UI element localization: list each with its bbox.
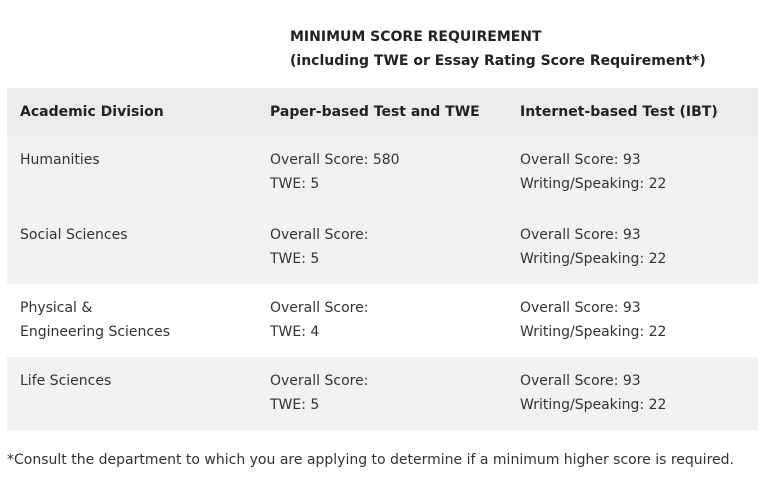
paper-twe-score: TWE: 5 [270,176,320,192]
header-academic-division: Academic Division [20,104,164,120]
division-name: Humanities [20,152,100,168]
division-name-line-1: Physical & [20,300,93,316]
division-name: Life Sciences [20,373,112,389]
table-row [7,284,758,357]
table-header-row [7,88,758,136]
ibt-overall-score: Overall Score: 93 [520,300,641,316]
header-internet-based-test: Internet-based Test (IBT) [520,104,718,120]
page-title [290,25,706,73]
paper-score-cell [270,136,520,211]
header-paper-based-test: Paper-based Test and TWE [270,104,480,120]
ibt-score-cell [520,357,758,430]
ibt-score-cell [520,284,758,357]
paper-overall-score: Overall Score: [270,373,369,389]
title-line-2: (including TWE or Essay Rating Score Requirement*) [290,53,706,69]
paper-overall-score: Overall Score: 580 [270,152,400,168]
table-row [7,136,758,211]
ibt-overall-score: Overall Score: 93 [520,227,641,243]
paper-overall-score: Overall Score: [270,227,369,243]
division-cell [7,357,270,430]
paper-score-cell [270,284,520,357]
ibt-writing-speaking-score: Writing/Speaking: 22 [520,324,667,340]
paper-score-cell [270,357,520,430]
division-cell [7,136,270,211]
paper-score-cell [270,211,520,284]
score-requirements-table [7,88,758,430]
division-cell [7,284,270,357]
division-name: Social Sciences [20,227,128,243]
title-line-1: MINIMUM SCORE REQUIREMENT [290,29,542,45]
paper-twe-score: TWE: 4 [270,324,320,340]
table-row [7,211,758,284]
ibt-overall-score: Overall Score: 93 [520,373,641,389]
ibt-score-cell [520,136,758,211]
ibt-writing-speaking-score: Writing/Speaking: 22 [520,251,667,267]
paper-twe-score: TWE: 5 [270,251,320,267]
paper-twe-score: TWE: 5 [270,397,320,413]
ibt-score-cell [520,211,758,284]
ibt-overall-score: Overall Score: 93 [520,152,641,168]
table-row [7,357,758,430]
division-name-line-2: Engineering Sciences [20,324,171,340]
division-cell [7,211,270,284]
footnote: *Consult the department to which you are applying to determine if a minimum higher score is required. [7,452,734,468]
ibt-writing-speaking-score: Writing/Speaking: 22 [520,176,667,192]
ibt-writing-speaking-score: Writing/Speaking: 22 [520,397,667,413]
paper-overall-score: Overall Score: [270,300,369,316]
